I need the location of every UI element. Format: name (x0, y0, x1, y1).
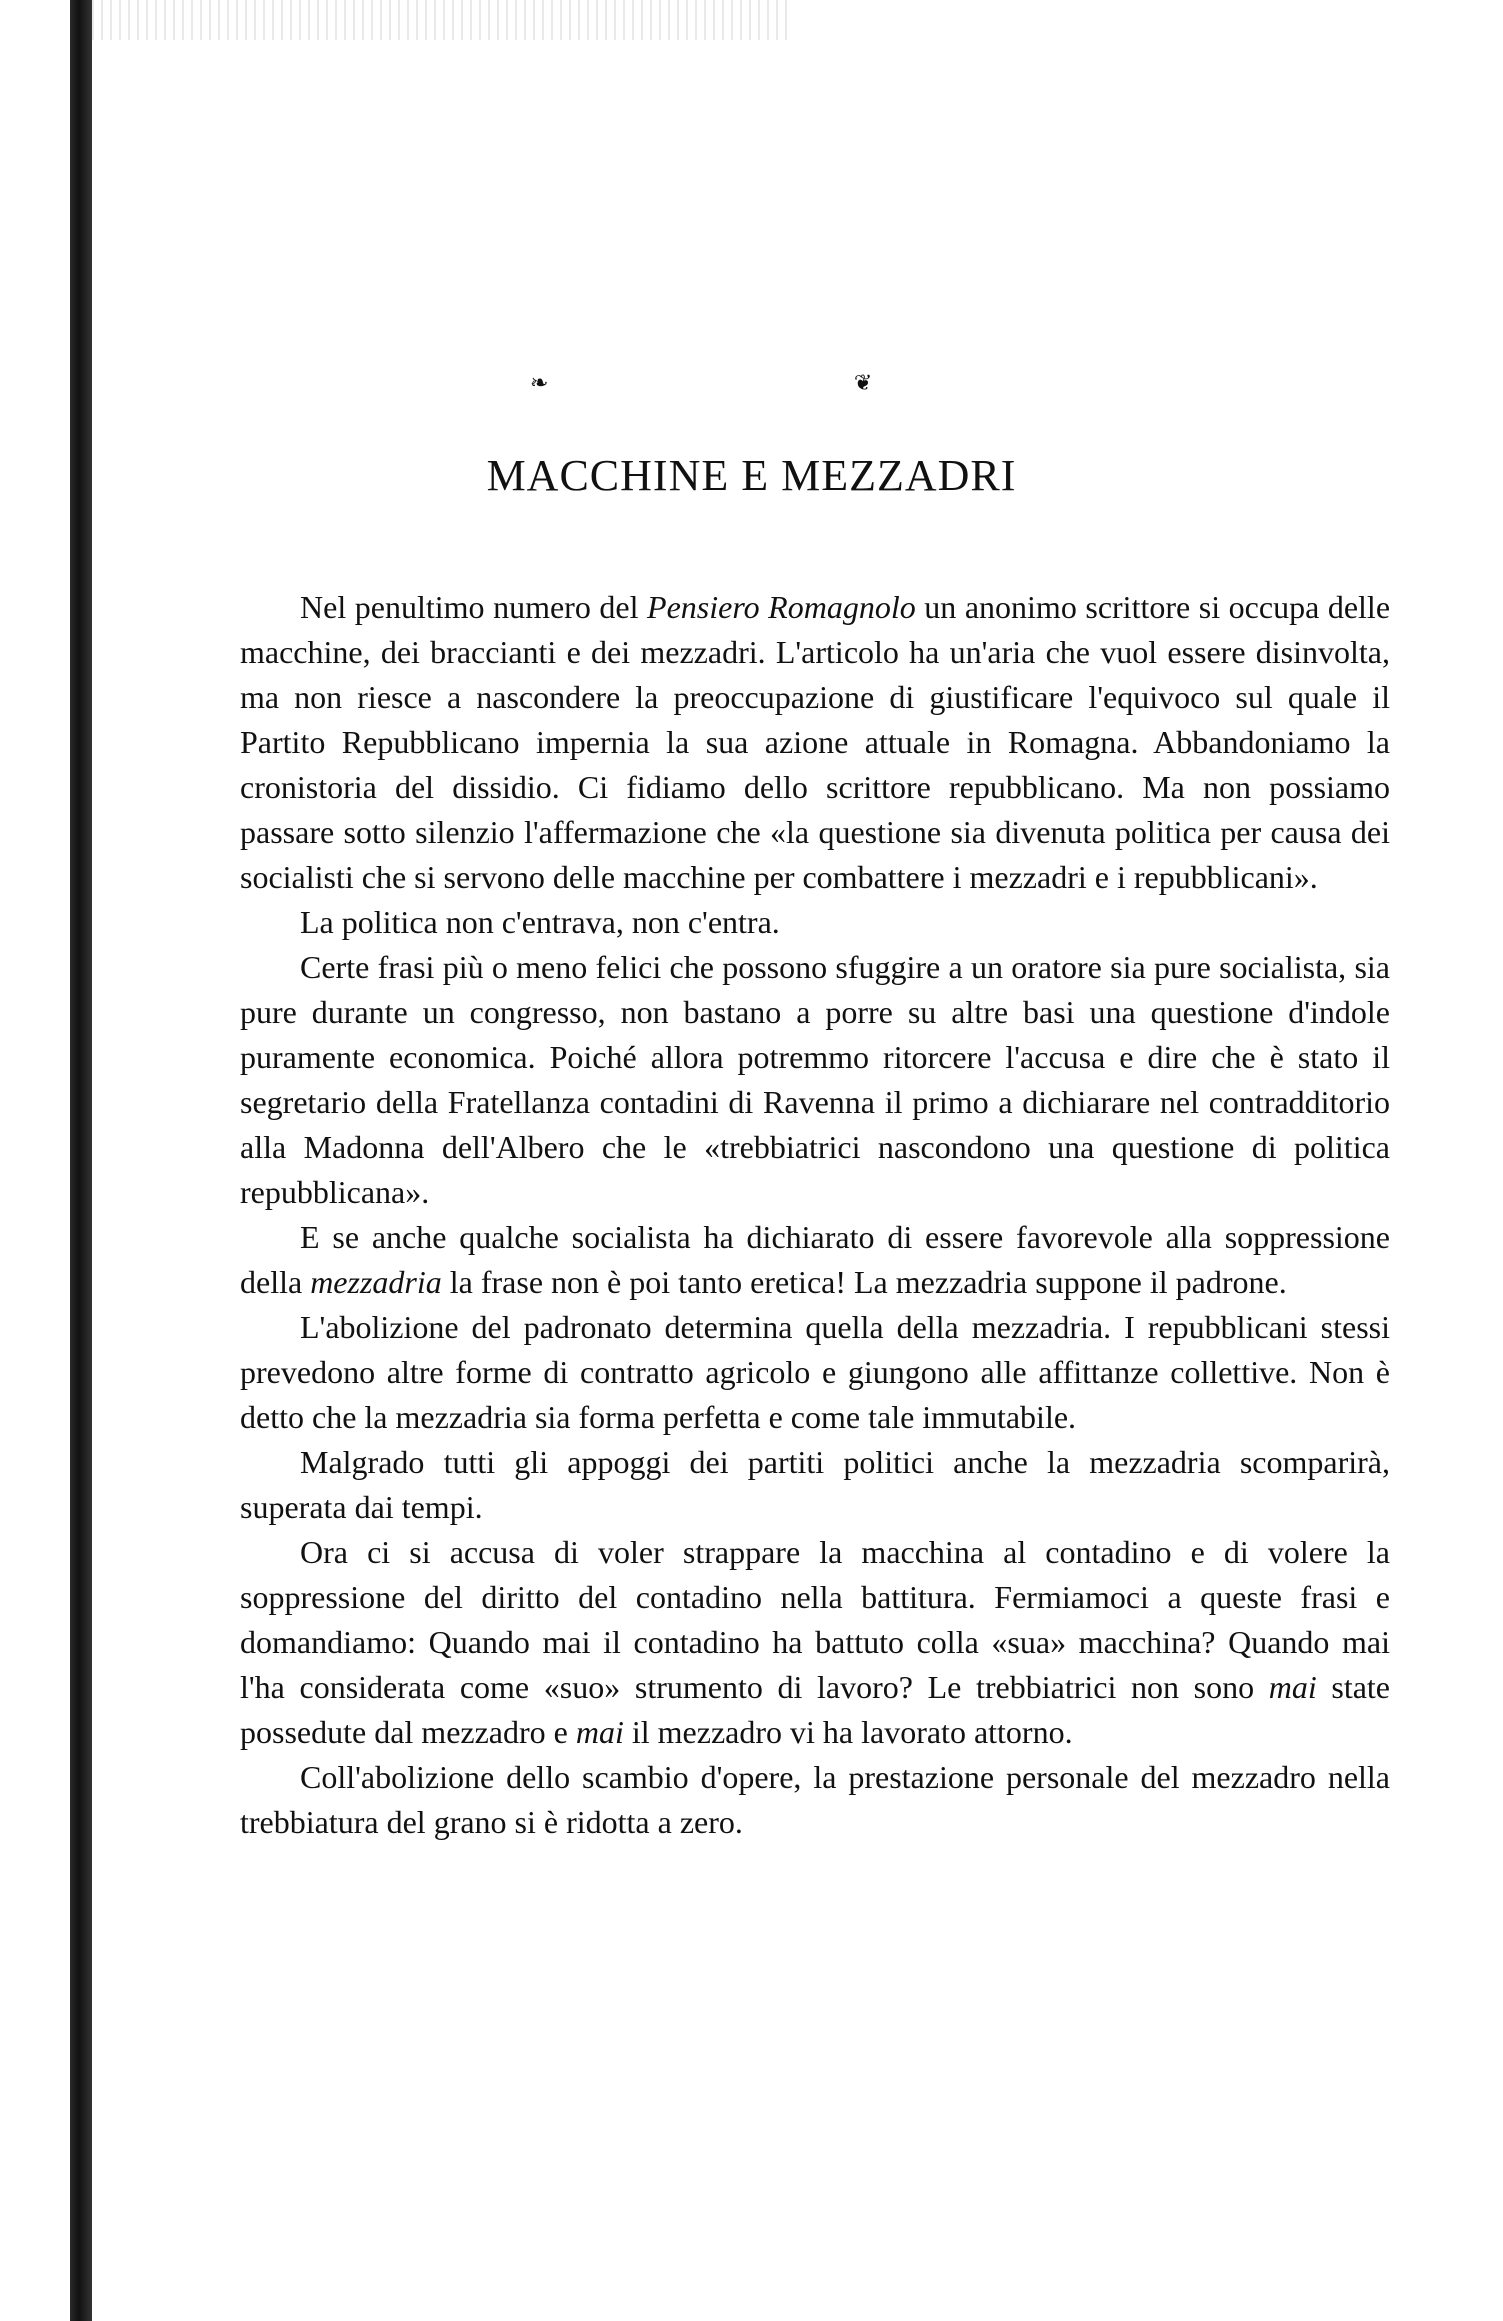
scan-noise (92, 0, 792, 40)
paragraph (240, 900, 1390, 945)
paragraph (240, 1305, 1390, 1440)
italic-run: mezzadria (310, 1264, 442, 1300)
italic-run: mai (1268, 1669, 1317, 1705)
ornament-marks: ❧ ❦ (530, 370, 1023, 395)
paragraph (240, 585, 1390, 900)
text-run: state possedute dal mezzadro e (240, 1669, 1391, 1750)
paragraph (240, 1440, 1390, 1530)
body-text (240, 585, 1390, 1845)
text-run: Certe frasi più o meno felici che possono sfuggire a un oratore sia pure socialista, sia pure durante un congresso, non bastano a porre su altre basi una questione d'indole puramente economica. Poiché allora potremmo ritorcere l'accusa e dire che è stato il segretario della Fratellanza contadini di Ravenna il primo a dichiarare nel contradditorio alla Madonna dell'Albero che le «trebbiatrici nascondono una questione di politica repubblicana». (240, 949, 1390, 1210)
text-run: Nel penultimo numero del (300, 589, 648, 625)
text-run: il mezzadro vi ha lavorato attorno. (623, 1714, 1073, 1750)
text-run: Coll'abolizione dello scambio d'opere, la prestazione personale del mezzadro nella trebbiatura del grano si è ridotta a zero. (240, 1759, 1390, 1840)
text-run: L'abolizione del padronato determina quella della mezzadria. I repubblicani stessi prevedono altre forme di contratto agricolo e giungono alle affittanze collettive. Non è detto che la mezzadria sia forma perfetta e come tale immutabile. (240, 1309, 1390, 1435)
italic-run: Pensiero Romagnolo (647, 589, 916, 625)
italic-run: mai (575, 1714, 624, 1750)
paragraph (240, 1215, 1390, 1305)
text-run: la frase non è poi tanto eretica! La mezzadria suppone il padrone. (441, 1264, 1287, 1300)
paragraph (240, 1530, 1390, 1755)
text-run: Ora ci si accusa di voler strappare la macchina al contadino e di volere la soppressione del diritto del contadino nella battitura. Fermiamoci a queste frasi e domandiamo: Quando mai il contadino ha battuto colla «sua» macchina? Quando mai l'ha considerata come «suo» strumento di lavoro? Le trebbiatrici non sono (240, 1534, 1390, 1705)
paragraph (240, 945, 1390, 1215)
paragraph (240, 1755, 1390, 1845)
book-spine-shadow (70, 0, 92, 2321)
text-run: La politica non c'entrava, non c'entra. (300, 904, 780, 940)
text-run: un anonimo scrittore si occupa delle macchine, dei braccianti e dei mezzadri. L'articolo ha un'aria che vuol essere disinvolta, ma non riesce a nascondere la preoccupazione di giustificare l'equivoco sul quale il Partito Repubblicano impernia la sua azione attuale in Romagna. Abbandoniamo la cronistoria del dissidio. Ci fidiamo dello scrittore repubblicano. Ma non possiamo passare sotto silenzio l'affermazione che «la questione sia divenuta politica per causa dei socialisti che si servono delle macchine per combattere i mezzadri e i repubblicani». (240, 589, 1391, 895)
page-title: MACCHINE E MEZZADRI (486, 451, 1017, 500)
text-run: Malgrado tutti gli appoggi dei partiti politici anche la mezzadria scomparirà, superata dai tempi. (240, 1444, 1390, 1525)
text-run: E se anche qualche socialista ha dichiarato di essere favorevole alla soppressione della (240, 1219, 1390, 1300)
